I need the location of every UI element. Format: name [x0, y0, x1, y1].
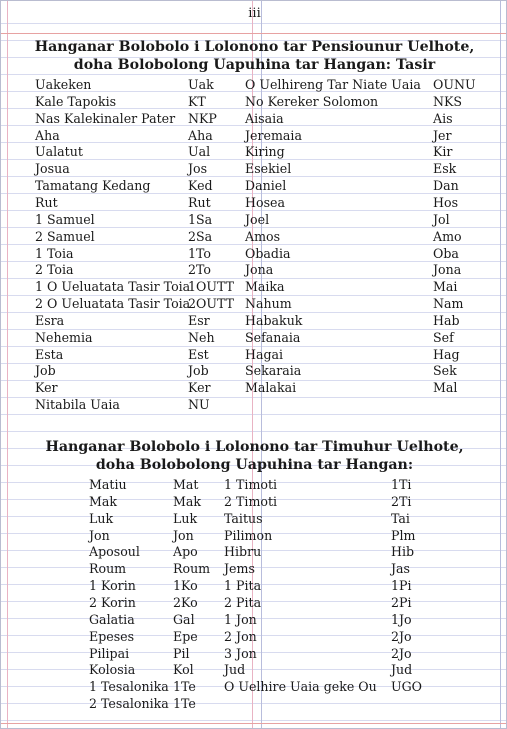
book-abbreviation: Apo — [173, 544, 198, 560]
book-name: Pilipai — [89, 645, 130, 661]
book-abbreviation: Sef — [433, 329, 454, 345]
book-name: Hibru — [224, 544, 262, 560]
book-name: Jon — [89, 527, 110, 543]
book-abbreviation: Ker — [188, 380, 211, 396]
book-name: Mak — [89, 493, 118, 509]
book-abbreviation: Amo — [433, 228, 462, 244]
book-name: Jona — [245, 262, 274, 278]
book-abbreviation: Esr — [188, 312, 210, 328]
book-name: 2 Tesalonika — [89, 696, 169, 712]
book-name: Job — [35, 363, 56, 379]
book-name: Jud — [224, 662, 246, 678]
book-abbreviation: Jer — [433, 127, 452, 143]
book-name: 3 Jon — [224, 645, 257, 661]
book-abbreviation: Hag — [433, 346, 460, 362]
book-abbreviation: Mai — [433, 279, 458, 295]
book-abbreviation: Hab — [433, 312, 460, 328]
book-abbreviation: Tai — [391, 510, 410, 526]
book-abbreviation: 1Ko — [173, 578, 198, 594]
book-abbreviation: 2Jo — [391, 645, 412, 661]
book-abbreviation: Ual — [188, 144, 211, 160]
book-name: Pilimon — [224, 527, 273, 543]
book-name: Kale Tapokis — [35, 93, 117, 109]
book-abbreviation: 2Sa — [188, 228, 213, 244]
book-abbreviation: Hos — [433, 194, 459, 210]
book-abbreviation: Luk — [173, 510, 198, 526]
book-name: Tamatang Kedang — [35, 178, 151, 194]
book-name: 1 Jon — [224, 611, 257, 627]
book-name: Aisaia — [245, 110, 284, 126]
book-abbreviation: Uak — [188, 77, 214, 92]
book-name: Sefanaia — [245, 329, 301, 345]
book-name: Malakai — [245, 380, 297, 396]
book-abbreviation: UGO — [391, 679, 422, 695]
book-name: 1 Timoti — [224, 477, 278, 492]
book-name: 2 O Ueluatata Tasir Toia — [35, 296, 191, 312]
footer-rule — [1, 723, 506, 724]
book-abbreviation: Jol — [433, 211, 450, 227]
book-abbreviation: Rut — [188, 194, 211, 210]
book-abbreviation: Sek — [433, 363, 457, 379]
book-name: Nas Kalekinaler Pater — [35, 110, 176, 126]
book-name: Habakuk — [245, 312, 303, 328]
book-name: Esta — [35, 346, 64, 362]
book-name: Kolosia — [89, 662, 136, 678]
book-name: Amos — [245, 228, 281, 244]
book-abbreviation: 2Jo — [391, 628, 412, 644]
book-abbreviation: 2Pi — [391, 594, 412, 610]
book-name: Obadia — [245, 245, 291, 261]
book-abbreviation: 2OUTT — [188, 296, 234, 312]
book-abbreviation: Dan — [433, 178, 459, 194]
book-name: Esekiel — [245, 161, 292, 177]
book-abbreviation: 2Ko — [173, 594, 198, 610]
book-abbreviation: 1Te — [173, 679, 196, 695]
book-abbreviation: 1OUTT — [188, 279, 234, 295]
book-abbreviation: Est — [188, 346, 209, 362]
book-name: 1 Toia — [35, 245, 74, 261]
book-name: O Uelhireng Tar Niate Uaia — [245, 77, 421, 92]
book-name: Sekaraia — [245, 363, 302, 379]
ot-title-line1: Hanganar Bolobolo i Lolonono tar Pensiounur Uelhote, — [34, 39, 475, 55]
book-name: 2 Timoti — [224, 493, 278, 509]
book-abbreviation: 1Pi — [391, 578, 412, 594]
book-abbreviation: Pil — [173, 645, 190, 661]
book-name: No Kereker Solomon — [245, 93, 379, 109]
book-abbreviation: 1Ti — [391, 477, 412, 492]
book-name: 1 Pita — [224, 578, 262, 594]
book-name: Taitus — [224, 510, 263, 526]
book-name: Ualatut — [35, 144, 83, 160]
book-abbreviation: Roum — [173, 561, 211, 577]
book-name: Hosea — [245, 194, 285, 210]
header-rule — [1, 33, 506, 34]
book-name: Kiring — [245, 144, 285, 160]
book-name: Nitabila Uaia — [35, 397, 120, 413]
book-abbreviation: Jud — [391, 662, 413, 678]
book-name: Uakeken — [35, 77, 92, 92]
book-name: 2 Jon — [224, 628, 257, 644]
ot-title-line2: doha Bolobolong Uapuhina tar Hangan: Tasir — [73, 57, 436, 73]
book-abbreviation: Job — [188, 363, 209, 379]
nt-title-line1: Hanganar Bolobolo i Lolonono tar Timuhur Uelhote, — [45, 439, 464, 455]
book-abbreviation: Jos — [188, 161, 208, 177]
book-abbreviation: Mal — [433, 380, 458, 396]
margin-line — [500, 1, 501, 728]
book-abbreviation: Plm — [391, 527, 416, 543]
book-abbreviation: NU — [188, 397, 210, 413]
book-abbreviation: 1Jo — [391, 611, 412, 627]
book-abbreviation: Esk — [433, 161, 457, 177]
book-abbreviation: Kol — [173, 662, 194, 678]
book-abbreviation: KT — [188, 93, 206, 109]
margin-line — [7, 1, 8, 728]
book-name: 1 Samuel — [35, 211, 95, 227]
book-abbreviation: Jona — [433, 262, 462, 278]
book-name: Luk — [89, 510, 114, 526]
book-abbreviation: Aha — [188, 127, 213, 143]
book-abbreviation: 1To — [188, 245, 212, 261]
book-name: O Uelhire Uaia geke Ou — [224, 679, 377, 695]
book-abbreviation: Neh — [188, 329, 215, 345]
book-name: Maika — [245, 279, 285, 295]
book-name: 2 Toia — [35, 262, 74, 278]
book-name: Rut — [35, 194, 58, 210]
book-abbreviation: Nam — [433, 296, 464, 312]
book-abbreviation: Jon — [173, 527, 194, 543]
book-abbreviation: OUNU — [433, 77, 476, 92]
book-abbreviation: Kir — [433, 144, 453, 160]
book-name: Matiu — [89, 477, 127, 492]
book-name: Daniel — [245, 178, 287, 194]
book-name: Epeses — [89, 628, 135, 644]
book-name: Nehemia — [35, 329, 93, 345]
book-name: Joel — [245, 211, 270, 227]
book-name: Roum — [89, 561, 127, 577]
book-abbreviation: Ked — [188, 178, 213, 194]
book-abbreviation: Oba — [433, 245, 459, 261]
book-name: 2 Samuel — [35, 228, 95, 244]
book-name: Jeremaia — [245, 127, 302, 143]
book-abbreviation: NKS — [433, 93, 463, 109]
book-name: 1 Tesalonika — [89, 679, 169, 695]
book-abbreviation: Mak — [173, 493, 202, 509]
book-name: Ker — [35, 380, 58, 396]
book-name: Galatia — [89, 611, 135, 627]
book-abbreviation: Hib — [391, 544, 415, 560]
book-name: Nahum — [245, 296, 292, 312]
book-abbreviation: Jas — [391, 561, 411, 577]
book-abbreviation: 1Te — [173, 696, 196, 712]
book-name: Josua — [35, 161, 70, 177]
book-name: 1 Korin — [89, 578, 136, 594]
book-abbreviation: Ais — [433, 110, 453, 126]
book-abbreviation: Gal — [173, 611, 195, 627]
book-name: Jems — [224, 561, 255, 577]
book-name: 2 Korin — [89, 594, 136, 610]
book-name: Aposoul — [89, 544, 140, 560]
book-abbreviation: 2To — [188, 262, 212, 278]
book-abbreviation: NKP — [188, 110, 217, 126]
nt-title-line2: doha Bolobolong Uapuhina tar Hangan: — [95, 457, 414, 473]
book-name: 1 O Ueluatata Tasir Toia — [35, 279, 191, 295]
book-name: Hagai — [245, 346, 284, 362]
book-abbreviation: Mat — [173, 477, 199, 492]
page-number: iii — [248, 6, 261, 21]
book-name: Aha — [35, 127, 60, 143]
book-name: 2 Pita — [224, 594, 262, 610]
book-abbreviation: 1Sa — [188, 211, 213, 227]
book-name: Esra — [35, 312, 65, 328]
book-abbreviation: 2Ti — [391, 493, 412, 509]
book-abbreviation: Epe — [173, 628, 198, 644]
